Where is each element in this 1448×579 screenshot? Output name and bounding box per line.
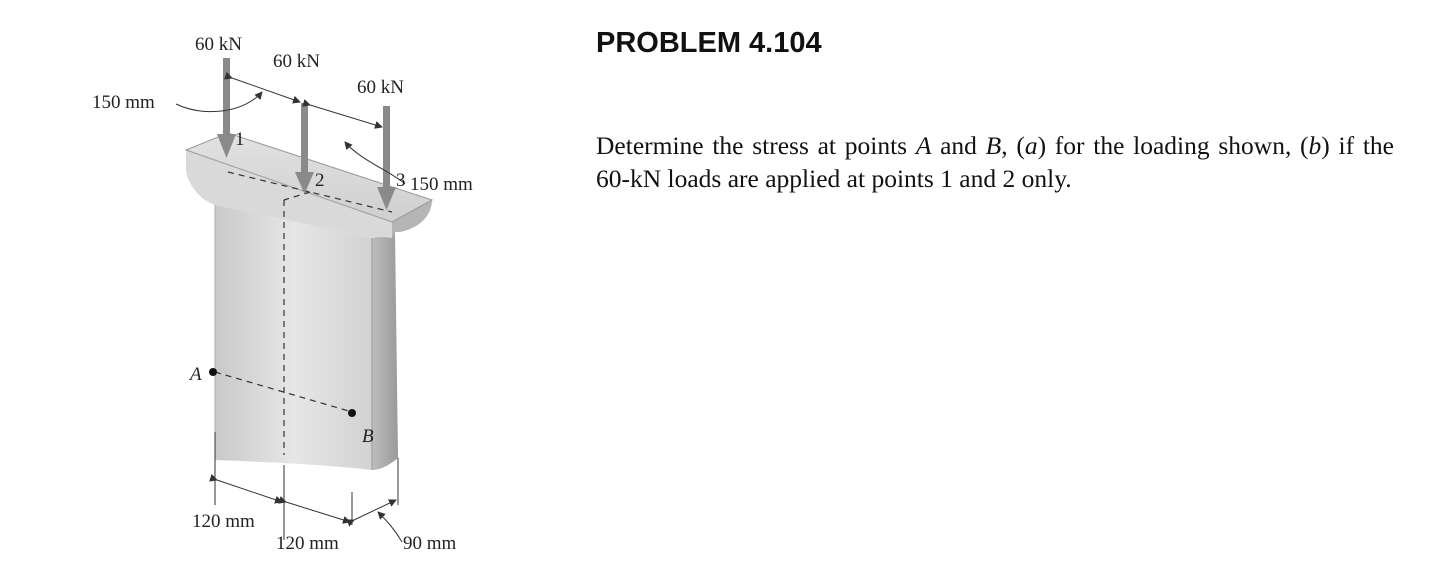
dim-right-spacing: 150 mm — [410, 174, 473, 195]
problem-statement: Determine the stress at points A and B, (a) for the loading shown, (b) if the 60-kN loads are applied at points 1 and 2 only. — [596, 131, 1394, 193]
load-point-3: 3 — [396, 170, 406, 191]
problem-title: PROBLEM 4.104 — [596, 27, 822, 59]
point-a-label: A — [190, 364, 202, 385]
dim-width-1: 120 mm — [192, 511, 255, 532]
dim-width-2: 120 mm — [276, 533, 339, 554]
point-b-label: B — [362, 426, 374, 447]
point-a-dot — [209, 368, 217, 376]
load-label-2: 60 kN — [273, 51, 320, 72]
point-a-ref: A — [915, 131, 932, 160]
point-b-ref: B — [985, 131, 1002, 160]
load-label-3: 60 kN — [357, 77, 404, 98]
point-b-dot — [348, 409, 356, 417]
load-point-2: 2 — [315, 170, 325, 191]
load-point-1: 1 — [235, 129, 245, 150]
part-a-ref: a — [1024, 131, 1038, 160]
dim-depth: 90 mm — [403, 533, 457, 554]
load-label-1: 60 kN — [195, 34, 242, 55]
figure — [0, 0, 560, 579]
part-b-ref: b — [1308, 131, 1322, 160]
dim-left-spacing: 150 mm — [92, 92, 155, 113]
